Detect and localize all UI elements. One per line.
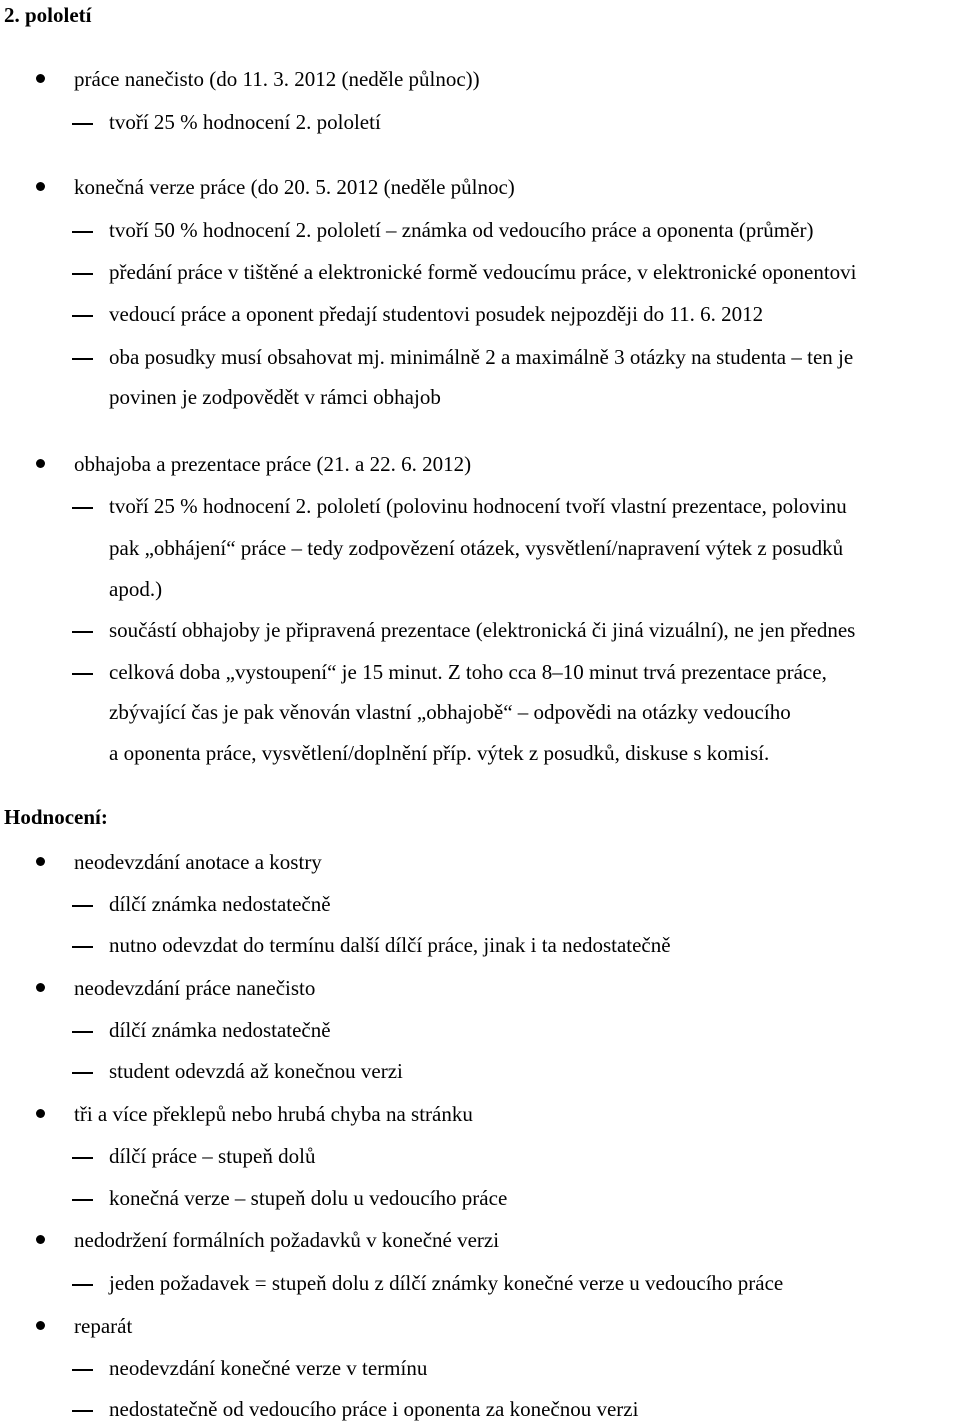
bullet-dot-icon bbox=[36, 983, 45, 992]
bullet-dot-icon bbox=[36, 1321, 45, 1330]
dash-marker-icon bbox=[72, 358, 93, 360]
item-text: neodevzdání anotace a kostry bbox=[74, 850, 322, 874]
bullet-dot-icon bbox=[36, 1109, 45, 1118]
item-text: tvoří 25 % hodnocení 2. pololetí (polovinu hodnocení tvoří vlastní prezentace, polovinu bbox=[109, 494, 847, 518]
item-text: součástí obhajoby je připravená prezentace (elektronická či jiná vizuální), ne jen přednes bbox=[109, 618, 856, 642]
item-text: nutno odevzdat do termínu další dílčí práce, jinak i ta nedostatečně bbox=[109, 933, 671, 957]
item-text: apod.) bbox=[109, 577, 163, 601]
item-text: dílčí známka nedostatečně bbox=[109, 892, 331, 916]
dash-marker-icon bbox=[72, 1157, 93, 1159]
bullet-dot-icon bbox=[36, 1235, 45, 1244]
bullet-dot-icon bbox=[36, 857, 45, 866]
item-text: jeden požadavek = stupeň dolu z dílčí známky konečné verze u vedoucího práce bbox=[109, 1271, 784, 1295]
item-text: práce nanečisto (do 11. 3. 2012 (neděle půlnoc)) bbox=[74, 67, 480, 91]
item-text: vedoucí práce a oponent předají studentovi posudek nejpozději do 11. 6. 2012 bbox=[109, 302, 764, 326]
item-text: konečná verze – stupeň dolu u vedoucího práce bbox=[109, 1186, 508, 1210]
evaluation-title-text: Hodnocení: bbox=[4, 805, 108, 829]
dash-marker-icon bbox=[72, 1369, 93, 1371]
item-text: zbývající čas je pak věnován vlastní „obhajobě“ – odpovědi na otázky vedoucího bbox=[109, 700, 791, 724]
dash-marker-icon bbox=[72, 1072, 93, 1074]
item-text: tvoří 25 % hodnocení 2. pololetí bbox=[109, 110, 381, 134]
dash-marker-icon bbox=[72, 1284, 93, 1286]
item-text: reparát bbox=[74, 1314, 133, 1338]
dash-marker-icon bbox=[72, 123, 93, 125]
item-text: dílčí známka nedostatečně bbox=[109, 1018, 331, 1042]
item-text: a oponenta práce, vysvětlení/doplnění příp. výtek z posudků, diskuse s komisí. bbox=[109, 741, 770, 765]
dash-marker-icon bbox=[72, 1031, 93, 1033]
item-text: tři a více překlepů nebo hrubá chyba na stránku bbox=[74, 1102, 473, 1126]
item-text: oba posudky musí obsahovat mj. minimálně 2 a maximálně 3 otázky na studenta – ten je bbox=[109, 345, 854, 369]
bullet-dot-icon bbox=[36, 74, 45, 83]
section-title-text: 2. pololetí bbox=[4, 3, 92, 27]
item-text: neodevzdání práce nanečisto bbox=[74, 976, 316, 1000]
item-text: tvoří 50 % hodnocení 2. pololetí – známka od vedoucího práce a oponenta (průměr) bbox=[109, 218, 814, 242]
item-text: neodevzdání konečné verze v termínu bbox=[109, 1356, 428, 1380]
dash-marker-icon bbox=[72, 631, 93, 633]
dash-marker-icon bbox=[72, 231, 93, 233]
dash-marker-icon bbox=[72, 1199, 93, 1201]
bullet-dot-icon bbox=[36, 459, 45, 468]
item-text: povinen je zodpovědět v rámci obhajob bbox=[109, 385, 441, 409]
dash-marker-icon bbox=[72, 315, 93, 317]
dash-marker-icon bbox=[72, 673, 93, 675]
item-text: student odevzdá až konečnou verzi bbox=[109, 1059, 403, 1083]
dash-marker-icon bbox=[72, 507, 93, 509]
item-text: konečná verze práce (do 20. 5. 2012 (neděle půlnoc) bbox=[74, 175, 515, 199]
item-text: obhajoba a prezentace práce (21. a 22. 6. 2012) bbox=[74, 452, 472, 476]
dash-marker-icon bbox=[72, 905, 93, 907]
item-text: nedodržení formálních požadavků v konečné verzi bbox=[74, 1228, 500, 1252]
dash-marker-icon bbox=[72, 273, 93, 275]
bullet-dot-icon bbox=[36, 182, 45, 191]
dash-marker-icon bbox=[72, 946, 93, 948]
item-text: dílčí práce – stupeň dolů bbox=[109, 1144, 316, 1168]
item-text: pak „obhájení“ práce – tedy zodpovězení otázek, vysvětlení/napravení výtek z posudků bbox=[109, 536, 844, 560]
item-text: nedostatečně od vedoucího práce i oponenta za konečnou verzi bbox=[109, 1397, 639, 1421]
dash-marker-icon bbox=[72, 1410, 93, 1412]
item-text: celková doba „vystoupení“ je 15 minut. Z toho cca 8–10 minut trvá prezentace práce, bbox=[109, 660, 827, 684]
item-text: předání práce v tištěné a elektronické formě vedoucímu práce, v elektronické oponentovi bbox=[109, 260, 857, 284]
